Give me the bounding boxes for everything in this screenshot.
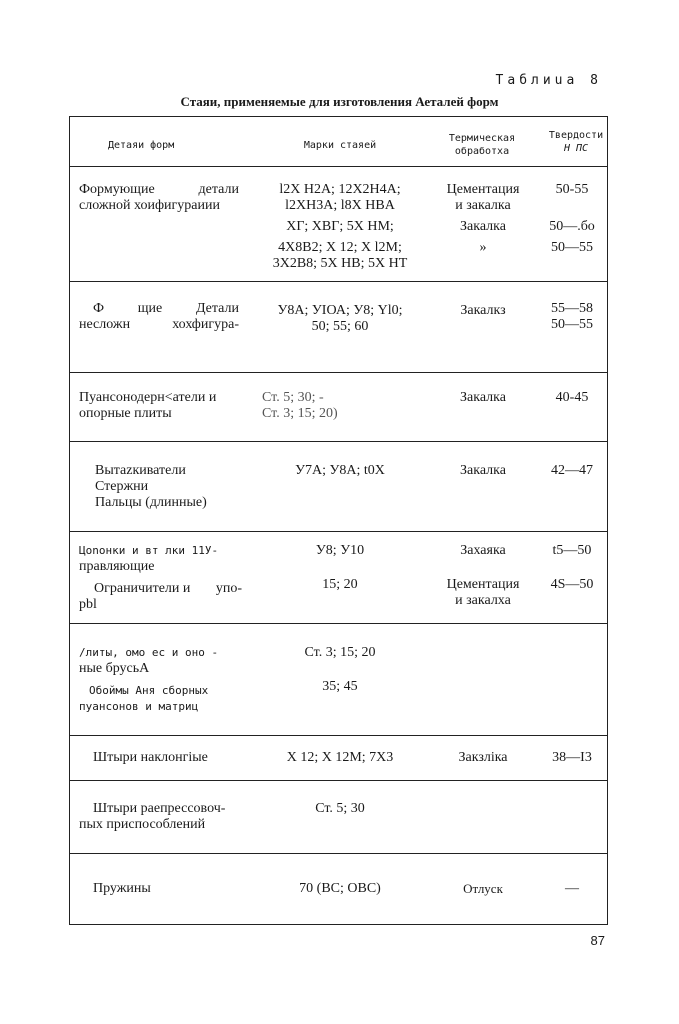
row1-treatment: Цементация и закалка Закалка » [446,182,520,255]
row7-steel: Х 12; Х 12М; 7Х3 [286,750,394,765]
table-top-rule [69,116,608,117]
header-treatment: Термическая обработха [448,133,516,157]
page-number: 87 [590,933,605,948]
table-title: Стаяи, применяемые для изготовления Аеталей форм [180,94,499,109]
row1-steel: l2X H2A; 12X2H4A; l2XH3A; l8X HBA ХГ; ХВГ; 5Х НМ; 4Х8В2; Х 12; Х l2M; 3X2B8; 5X HB; 5X HT [272,182,408,271]
row4-hardness: 42—47 [551,463,593,478]
row5-steel: У8; У10 15; 20 [315,543,365,592]
row4-part: Вытаzкиватели Стержни Пальцы (длинные) [95,463,207,510]
row9-steel: 70 (ВС; ОВС) [299,881,381,896]
row3-steel: Ст. 5; 30; - Ст. 3; 15; 20) [262,390,338,421]
row-rule-5 [69,623,608,624]
row-rule-6 [69,735,608,736]
table-number: Таблиua 8 [495,73,602,88]
row6-steel: Ст. 3; 15; 20 35; 45 [304,645,376,694]
row-rule-4 [69,531,608,532]
row5-hardness: t5—50 4S—50 [550,543,594,592]
header-steels: Марки стаяей [303,140,377,151]
row9-part: Пружины [93,881,151,896]
row7-hardness: 38—I3 [552,750,592,765]
row8-steel: Ст. 5; 30 [315,801,365,816]
row-rule-1 [69,281,608,282]
table-bottom-rule [69,924,608,925]
header-rule [69,166,608,167]
row2-part: Ф щие Детали несложн хохфигура- [79,301,239,332]
row2-treatment: Закалкз [460,303,506,318]
header-parts: Детаяи форм [108,140,175,151]
row5-part: Цоnонки и вт лки 11У- правляющие Ограничители и упо- pbl [79,544,242,612]
row5-treatment: Захаяка Цементация и закалха [446,543,520,608]
header-hardness: Твердости Н ПС [548,130,604,154]
row-rule-7 [69,780,608,781]
row4-treatment: Закалка [460,463,506,478]
row6-part: /литы, омо ес и оно - ные брусьА Обоймы Аня сборных пуансонов и матриц [79,646,219,713]
row3-part: Пуансонодерн<атели и опорные плиты [79,390,217,421]
row-rule-8 [69,853,608,854]
row-rule-3 [69,441,608,442]
row1-hardness: 50-55 50—.бо 50—55 [549,182,595,255]
row1-part: Формующие детали сложной хоифигураиии [79,182,239,213]
row3-treatment: Закалка [460,390,506,405]
row9-treatment: Отлуск [463,881,503,896]
row8-part: Штыри раепрессовоч- пых приспособлений [79,801,226,832]
row-rule-2 [69,372,608,373]
row2-hardness: 55—58 50—55 [551,301,593,332]
row3-hardness: 40-45 [555,390,589,405]
row9-hardness: — [565,881,579,896]
row7-treatment: Закзлiка [458,750,508,765]
row2-steel: У8А; УIОА; У8; Yl0; 50; 55; 60 [277,303,403,334]
row4-steel: У7А; У8А; t0X [295,463,385,478]
row7-part: Штыри наклонгiые [93,750,208,765]
